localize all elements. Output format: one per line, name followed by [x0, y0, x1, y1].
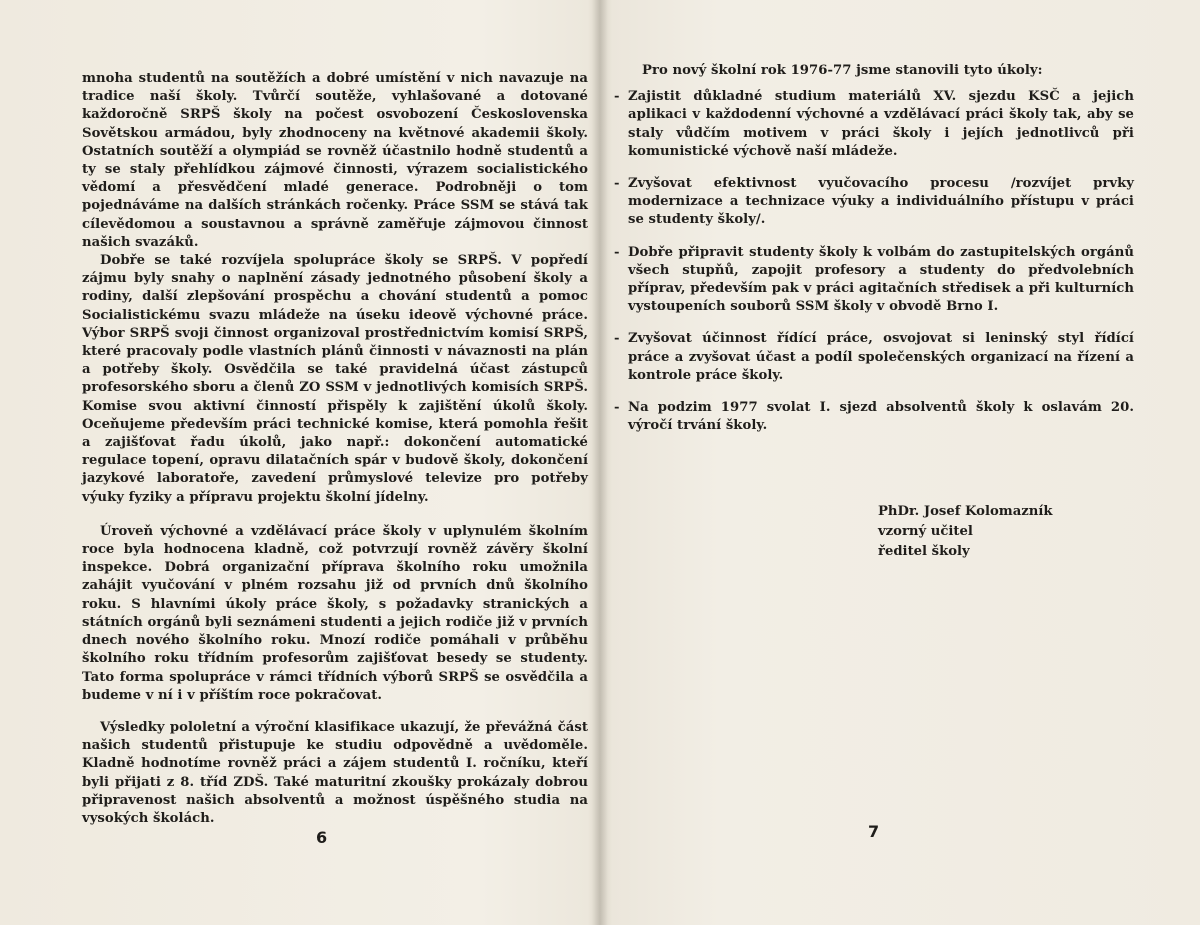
left-page	[0, 0, 598, 925]
task-text: Dobře připravit studenty školy k volbám do zastupitelských orgánů všech stupňů, zapojit profesory a studenty do předvolebních příprav, především pak v práci agitačních středisek a při kulturních vystoupeních souborů SSM školy v obvodě Brno I.	[628, 244, 1134, 315]
paragraph-2: Dobře se také rozvíjela spolupráce školy se SRPŠ. V popředí zájmu byly snahy o naplnění zásady jednotného působení školy a rodiny, další zlepšování prospěchu a chování studentů a pomoc Socialistickému svazu mládeže na úseku ideově výchovné práce. Výbor SRPŠ svoji činnost organizoval prostřednictvím komisí SRPŠ, které pracovaly podle vlastních plánů činnosti v návaznosti na plán a potřeby školy. Osvědčila se také pravidelná účast zástupců profesorského sboru a členů ZO SSM v jednotlivých komisích SRPŠ. Komise svou aktivní činností přispěly k zajištění úkolů školy. Oceňujeme především práci technické komise, která pomohla řešit a zajišťovat řadu úkolů, jako např.: dokončení automatické regulace topení, opravu dilatačních spár v budově školy, dokončení jazykové laboratoře, zavedení průmyslové televize pro potřeby výuky fyziky a přípravu projektu školní jídelny.	[82, 253, 588, 505]
page-number-left: 6	[316, 828, 328, 847]
task-text: Zvyšovat účinnost řídící práce, osvojovat si leninský styl řídící práce a zvyšovat účast a podíl společenských organizací na řízení a kontrole práce školy.	[628, 331, 1134, 383]
signature-block	[878, 502, 1052, 562]
task-item-4	[614, 330, 1134, 385]
task-item-1	[614, 88, 1134, 161]
task-text: Zajistit důkladné studium materiálů XV. sjezdu KSČ a jejich aplikaci v každodenní výchovné a vzdělávací práci školy tak, aby se staly vůdčím motivem v práci školy i jejích jednotlivců při komunistické výchově naší mládeže.	[628, 89, 1134, 159]
page-number-right: 7	[868, 822, 880, 841]
paragraph-4: Výsledky pololetní a výroční klasifikace ukazují, že převážná část našich studentů přistupuje ke studiu odpovědně a uvědoměle. Kladně hodnotíme rovněž práci a zájem studentů I. ročníku, kteří byli přijati z 8. tříd ZDŠ. Také maturitní zkoušky prokázaly dobrou připravenost našich absolventů a možnost úspěšného studia na vysokých školách.	[82, 719, 588, 826]
task-item-3	[614, 244, 1134, 317]
task-item-5	[614, 399, 1134, 435]
signature-name: PhDr. Josef Kolomazník	[878, 504, 1053, 519]
paragraph-1: mnoha studentů na soutěžích a dobré umístění v nich navazuje na tradice naší školy. Tvůrčí soutěže, vyhlašované a dotované každoročně SRPŠ školy na počest osvobození Československa Sovětskou armádou, byly zhodnoceny na květnové akademii školy. Ostatních soutěží a olympiád se rovněž účastnilo hodně studentů a ty se staly přehlídkou zájmové činnosti, výrazem socialistického vědomí a přesvědčení mladé generace. Podrobněji o tom pojednáváme na dalších stránkách ročenky. Práce SSM se stává tak cílevědomou a soustavnou a správně zaměřuje zájmovou činnost našich svazáků.	[82, 71, 588, 250]
dash-bullet: -	[614, 244, 620, 260]
signature-title-2: ředitel školy	[878, 544, 970, 559]
task-text: Na podzim 1977 svolat I. sjezd absolventů školy k oslavám 20. výročí trvání školy.	[628, 400, 1134, 434]
signature-title-1: vzorný učitel	[878, 524, 973, 539]
task-list	[614, 88, 1134, 435]
dash-bullet: -	[614, 176, 620, 192]
left-page-text	[82, 70, 588, 828]
right-page-text	[614, 62, 1134, 449]
paragraph-3: Úroveň výchovné a vzdělávací práce školy v uplynulém školním roce byla hodnocena kladně, což potvrzují rovněž závěry školní inspekce. Dobrá organizační příprava školního roku umožnila zahájit vyučování v plném rozsahu již od prvních dnů školního roku. S hlavními úkoly práce školy, s požadavky stranických a státních orgánů byli seznámeni studenti a jejich rodiče již v prvních dnech nového školního roku. Mnozí rodiče pomáhali v průběhu školního roku třídním profesorům zajišťovat besedy se studenty. Tato forma spolupráce v rámci třídních výborů SRPŠ se osvědčila a budeme v ní i v příštím roce pokračovat.	[82, 523, 588, 703]
task-item-2	[614, 175, 1134, 230]
tasks-intro: Pro nový školní rok 1976-77 jsme stanovili tyto úkoly:	[642, 63, 1043, 78]
task-text: Zvyšovat efektivnost vyučovacího procesu /rozvíjet prvky modernizace a technizace výuky a individuálního přístupu v práci se studenty školy/.	[628, 176, 1134, 228]
dash-bullet: -	[614, 331, 620, 347]
dash-bullet: -	[614, 400, 620, 416]
dash-bullet: -	[614, 89, 620, 105]
